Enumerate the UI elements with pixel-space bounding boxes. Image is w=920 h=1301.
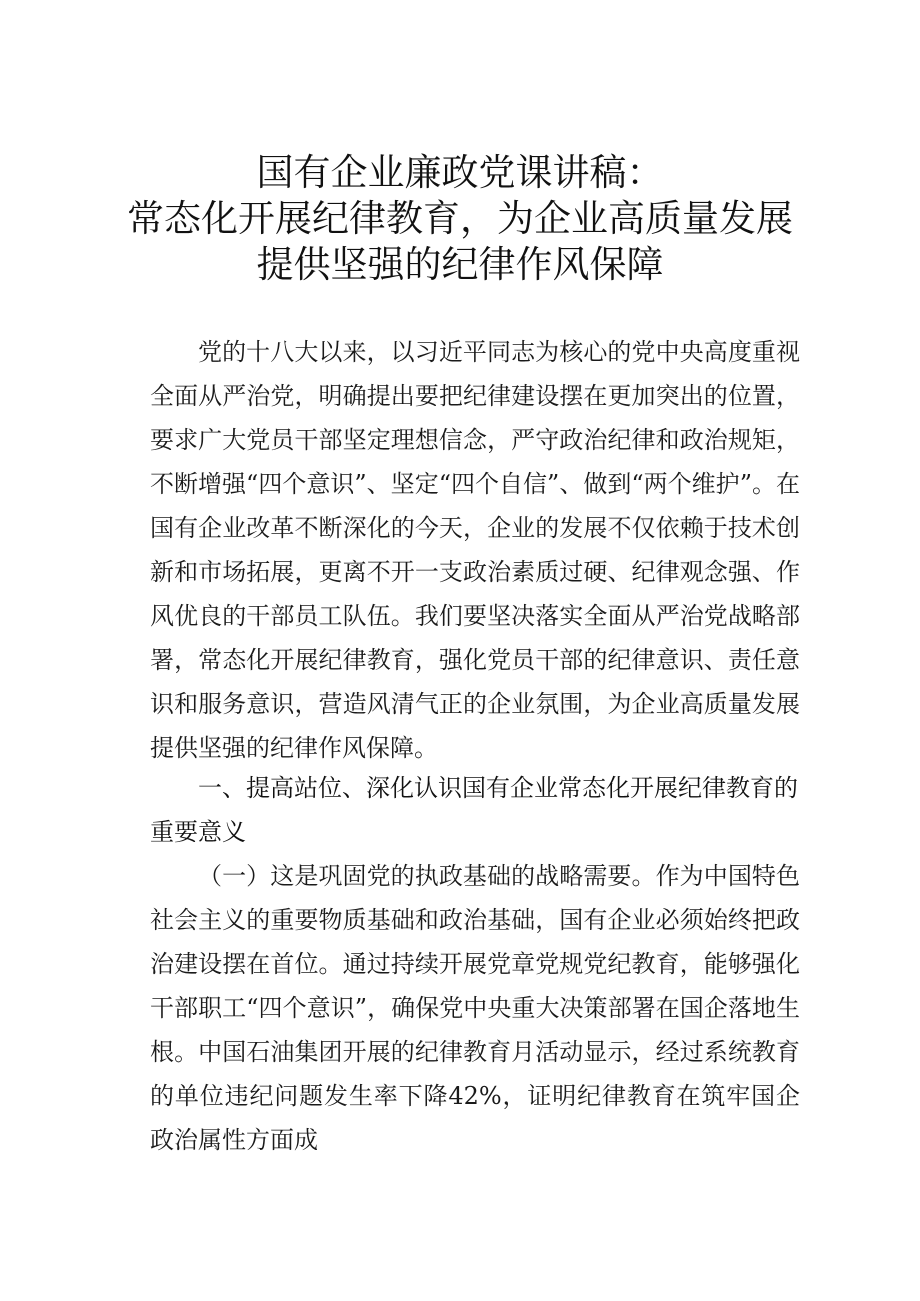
title-line-3: 提供坚强的纪律作风保障 bbox=[256, 243, 664, 286]
section-heading: 一、提高站位、深化认识国有企业常态化开展纪律教育的重要意义 bbox=[150, 774, 798, 846]
subsection-paragraph: （一）这是巩固党的执政基础的战略需要。作为中国特色社会主义的重要物质基础和政治基础，国有企业必须始终把政治建设摆在首位。通过持续开展党章党规党纪教育，能够强化干部职工“四个意识”，确保党中央重大决策部署在国企落地生根。中国石油集团开展的纪律教育月活动显示，经过系统教育的单位违纪问题发生率下降42%，证明纪律教育在筑牢国企政治属性方面成 bbox=[150, 862, 800, 1154]
intro-paragraph: 党的十八大以来，以习近平同志为核心的党中央高度重视全面从严治党，明确提出要把纪律建设摆在更加突出的位置，要求广大党员干部坚定理想信念，严守政治纪律和政治规矩，不断增强“四个意识”、坚定“四个自信”、做到“两个维护”。在国有企业改革不断深化的今天，企业的发展不仅依赖于技术创新和市场拓展，更离不开一支政治素质过硬、纪律观念强、作风优良的干部员工队伍。我们要坚决落实全面从严治党战略部署，常态化开展纪律教育，强化党员干部的纪律意识、责任意识和服务意识，营造风清气正的企业氛围，为企业高质量发展提供坚强的纪律作风保障。 bbox=[150, 338, 800, 762]
title-line-2: 常态化开展纪律教育，为企业高质量发展 bbox=[127, 197, 793, 240]
title-line-1: 国有企业廉政党课讲稿： bbox=[256, 151, 664, 194]
document-title bbox=[110, 150, 810, 288]
